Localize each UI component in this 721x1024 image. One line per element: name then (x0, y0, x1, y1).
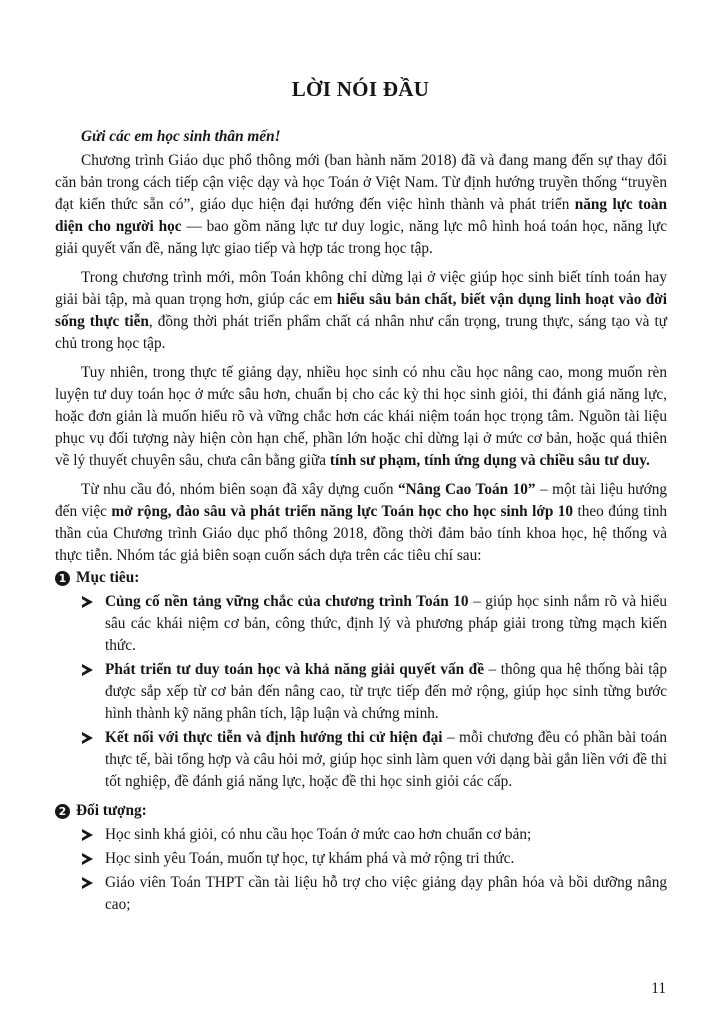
arrow-bullet-icon (82, 596, 93, 608)
list-item (55, 591, 667, 657)
list-item (55, 848, 667, 870)
section-heading-label: Mục tiêu: (76, 569, 140, 586)
paragraph-4-text-b: – một tài liệu hướng đến việc (55, 481, 667, 520)
list-item-text: Học sinh khá giỏi, có nhu cầu học Toán ở mức cao hơn chuẩn cơ bản; (105, 826, 532, 843)
arrow-bullet-icon (82, 732, 93, 744)
list-item-bold: Củng cố nền tảng vững chắc của chương trình Toán 10 (105, 593, 469, 610)
numbered-circle-icon: 2 (55, 804, 70, 819)
paragraph-4-bold-a: “Nâng Cao Toán 10” (397, 481, 536, 498)
paragraph-4-bold-b: mở rộng, đào sâu và phát triển năng lực Toán học cho học sinh lớp 10 (111, 503, 574, 520)
paragraph-1-bold: năng lực toàn diện cho người học (55, 196, 668, 235)
greeting: Gửi các em học sinh thân mến! (81, 128, 281, 145)
arrow-bullet-icon (82, 664, 93, 676)
paragraph-2 (55, 267, 667, 355)
page-title: LỜI NÓI ĐẦU (291, 77, 430, 101)
paragraph-1-text-a: Chương trình Giáo dục phổ thông mới (ban hành năm 2018) đã và đang mang đến sự thay đổi căn bản trong cách tiếp cận việc dạy và học Toán ở Việt Nam. Từ định hướng truyền thống “truyền đạt kiến thức sẵn có”, giáo dục hiện đại hướng đến việc hình thành và phát triển (55, 152, 667, 213)
list-item (55, 659, 667, 725)
list-item (55, 824, 667, 846)
paragraph-2-text-b: , đồng thời phát triển phẩm chất cá nhân như cẩn trọng, trung thực, sáng tạo và tự chủ trong học tập. (55, 313, 667, 352)
list-item-text: – thông qua hệ thống bài tập được sắp xếp từ cơ bản đến nâng cao, từ trực tiếp đến mở rộng, giúp học sinh từng bước hình thành kỹ năng phân tích, lập luận và chứng minh. (105, 661, 667, 722)
document-body (55, 126, 667, 916)
arrow-bullet-icon (82, 829, 93, 841)
paragraph-4-text-a: Từ nhu cầu đó, nhóm biên soạn đã xây dựng cuốn (81, 481, 398, 498)
paragraph-4 (55, 479, 667, 567)
audience-list (55, 824, 667, 916)
list-item-bold: Kết nối với thực tiễn và định hướng thi cử hiện đại (105, 729, 443, 746)
paragraph-2-text-a: Trong chương trình mới, môn Toán không chỉ dừng lại ở việc giúp học sinh biết tính toán hay giải bài tập, mà quan trọng hơn, giúp các em (55, 269, 667, 308)
paragraph-1 (55, 150, 667, 260)
list-item-text: – giúp học sinh nắm rõ và hiểu sâu các khái niệm cơ bản, công thức, định lý và phương pháp giải trong từng mạch kiến thức. (105, 593, 667, 654)
paragraph-3-bold: tính sư phạm, tính ứng dụng và chiều sâu tư duy. (329, 452, 650, 469)
arrow-bullet-icon (82, 877, 93, 889)
list-item (55, 872, 667, 916)
paragraph-1-text-b: — bao gồm năng lực tư duy logic, năng lực mô hình hoá toán học, năng lực giải quyết vấn đề, năng lực giao tiếp và hợp tác trong học tập. (55, 218, 667, 257)
list-item-text: – mỗi chương đều có phần bài toán thực tế, bài tổng hợp và câu hỏi mở, giúp học sinh làm quen với dạng bài gắn liền với đề thi tốt nghiệp, đề đánh giá năng lực, hoặc đề thi học sinh giỏi các cấp. (105, 729, 668, 790)
numbered-circle-icon: 1 (55, 571, 70, 586)
section-heading-audience (55, 800, 667, 822)
arrow-bullet-icon (82, 853, 93, 865)
paragraph-3-text-a: Tuy nhiên, trong thực tế giảng dạy, nhiều học sinh có nhu cầu học nâng cao, mong muốn rèn luyện tư duy toán học ở mức sâu hơn, chuẩn bị cho các kỳ thi học sinh giỏi, thi đánh giá năng lực, hoặc đơn giản là muốn hiểu rõ và vững chắc hơn các khái niệm toán học trọng tâm. Nguồn tài liệu phục vụ đối tượng này hiện còn hạn chế, phần lớn hoặc chỉ dừng lại ở mức cơ bản, hoặc quá thiên về lý thuyết chuyên sâu, chưa cân bằng giữa (55, 364, 667, 469)
list-item-bold: Phát triển tư duy toán học và khả năng giải quyết vấn đề (105, 661, 484, 678)
paragraph-4-text-c: theo đúng tinh thần của Chương trình Giáo dục phổ thông 2018, đồng thời đảm bảo tính khoa học, hệ thống và thực tiễn. Nhóm tác giả biên soạn cuốn sách dựa trên các tiêu chí sau: (55, 503, 667, 564)
paragraph-2-bold: hiểu sâu bản chất, biết vận dụng linh hoạt vào đời sống thực tiễn (55, 291, 667, 330)
section-heading-goals (55, 567, 667, 589)
list-item-text: Học sinh yêu Toán, muốn tự học, tự khám phá và mở rộng tri thức. (105, 850, 515, 867)
section-heading-label: Đối tượng: (76, 802, 147, 819)
list-item (55, 727, 667, 793)
page-number: 11 (651, 980, 666, 997)
goals-list (55, 591, 667, 793)
paragraph-3 (55, 362, 667, 472)
list-item-text: Giáo viên Toán THPT cần tài liệu hỗ trợ cho việc giảng dạy phân hóa và bồi dưỡng nâng cao; (105, 874, 667, 913)
